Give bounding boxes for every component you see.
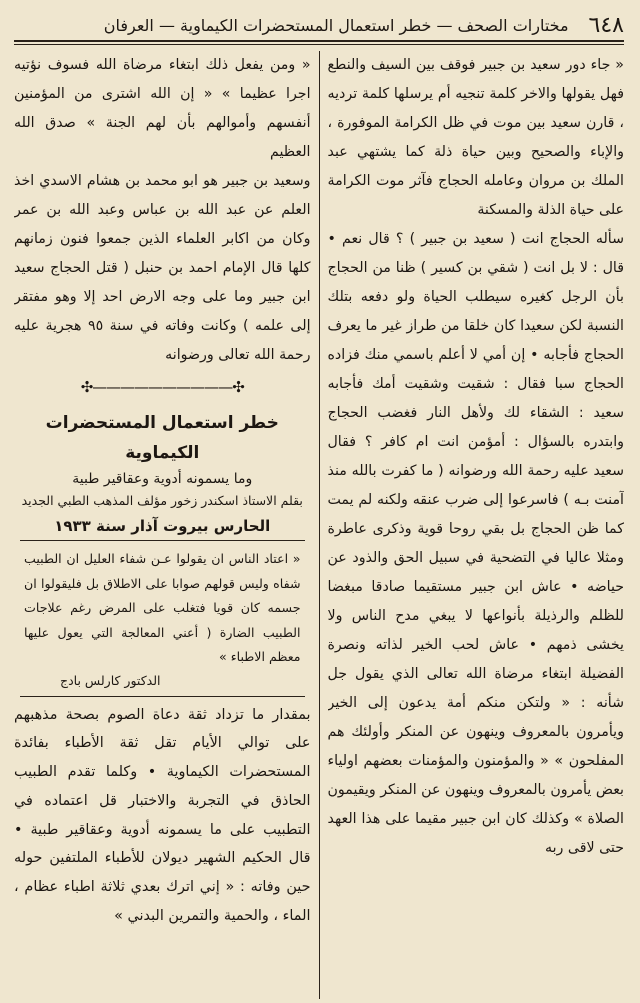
page-header (14, 10, 624, 42)
body-paragraph: وسعيد بن جبير هو ابو محمد بن هشام الاسدي اخذ العلم عن عبد الله بن عباس وعبد الله بن عمر وكان من اكابر العلماء الذين جمعوا فنون زمانهم كلها قال الإمام احمد بن حنبل ( قتل الحجاج سعيد ابن جبير وما على وجه الارض احد إلا وهو مفتقر إلى علمه ) وكانت وفاته في سنة ٩٥ هجرية عليه رحمة الله تعالى ورضوانه (14, 173, 311, 363)
left-column (14, 51, 311, 1001)
article-body: بمقدار ما تزداد ثقة دعاة الصوم بصحة مذهبهم على توالي الأيام تقل ثقة الأطباء بفائدة المستحضرات الكيماوية • وكلما تقدم الطبيب الحاذق في التجربة والاختبار قل اعتماده في التطبيب على ما يسمونه أدوية وعقاقير طبية • قال الحكيم الشهير ديولان للأطباء الملتفين حوله حين وفاته : « إني اترك بعدي ثلاثة اطباء عظام ، الماء ، والحمية والتمرين البدني » (14, 706, 311, 925)
article-source: الحارس بيروت آذار سنة ١٩٣٣ (20, 512, 305, 541)
columns (14, 51, 624, 1001)
running-title: مختارات الصحف — خطر استعمال المستحضرات الكيماوية — العرفان (103, 15, 569, 35)
article-subtitle: وما يسمونه أدوية وعقاقير طبية (72, 471, 253, 487)
quote-signature: الدكتور كارلس بادج (20, 670, 305, 697)
article-author: بقلم الاستاذ اسكندر زخور مؤلف المذهب الطبي الجديد (21, 493, 303, 508)
article-title: خطر استعمال المستحضرات الكيماوية (45, 413, 279, 463)
body-paragraph: سأله الحجاج انت ( سعيد بن جبير ) ؟ قال نعم • قال : لا بل انت ( شقي بن كسير ) ظنا من الحجاج بأن الرجل كغيره سيطلب الحياة ولو دفعه بتلك النسبة لكن سعيدا كان خلقا من طراز غير ما يعرف الحجاج فأجابه • إن أمي لا أعلم باسمي منك فزاده الحجاج سبا فقال : شقيت وشقيت أمك فأجابه سعيد : الشقاء لك ولأهل النار فغضب الحجاج وابتدره بالسؤال : أمؤمن انت ام كافر ؟ فقال سعيد عليه رحمة الله ورضوانه ( ما كفرت بالله منذ آمنت بـه ) فاسرعوا إلى ضرب عنقه ولكنه لم يمت كما ظن الحجاج بل بقي روحا قوية وذكرى عاطرة ومثلا عاليا في التضحية في سبيل الحق والذود عن حياضه • عاش ابن جبير مستقيما صادقا مبغضا للظلم والرذيلة بأنواعها لا يبغي مدح الناس ولا يخشى ذمهم • عاش لحب الخير لذاته ونصرة الفضيلة ابتغاء مرضاة الله تعالى الذي يقول جل شأنه : « ولتكن منكم أمة يدعون إلى الخير ويأمرون بالمعروف وينهون عن المنكر وأولئك هم المفلحون » « والمؤمنون والمؤمنات بعضهم اولياء بعض يأمرون بالمعروف وينهون عن المنكر ويقيمون الصلاة » وكذلك كان ابن جبير مقيما على هذا العهد حتى لاقى ربه (327, 231, 624, 856)
right-column (328, 51, 625, 1001)
body-paragraph: « جاء دور سعيد بن جبير فوقف بين السيف والنطع فهل يقولها والاخر كلمة تنجيه أم يرسلها كلمة ترديه ، قارن سعيد بين موت في ظل الكرامة الموفورة ، والإباء والصحيح وبين حياة ذلة كما يشتهي عبد الملك بن مروان وعامله الحجاج فآثر موت الكرامة على حياة الذلة والمسكنة (327, 57, 624, 218)
page-number: ٦٤٨ (588, 12, 624, 38)
epigraph-quote (14, 547, 311, 670)
quote-text: « اعتاد الناس ان يقولوا عـن شفاء العليل ان الطبيب شفاه وليس قولهم صوابا على الاطلاق بل فليقولوا ان جسمه كان قويا فتغلب على المرض رغم علاجات الطبيب الضارة ( أعني المعالجة التي يعول عليها معظم الاطباء » (24, 551, 301, 664)
section-ornament: ✣——————————✣ (80, 378, 244, 396)
header-rule (14, 44, 624, 45)
body-paragraph: « ومن يفعل ذلك ابتغاء مرضاة الله فسوف نؤتيه اجرا عظيما » « إن الله اشترى من المؤمنين أنفسهم وأموالهم بأن لهم الجنة » صدق الله العظيم (14, 57, 311, 160)
column-divider (319, 51, 320, 999)
